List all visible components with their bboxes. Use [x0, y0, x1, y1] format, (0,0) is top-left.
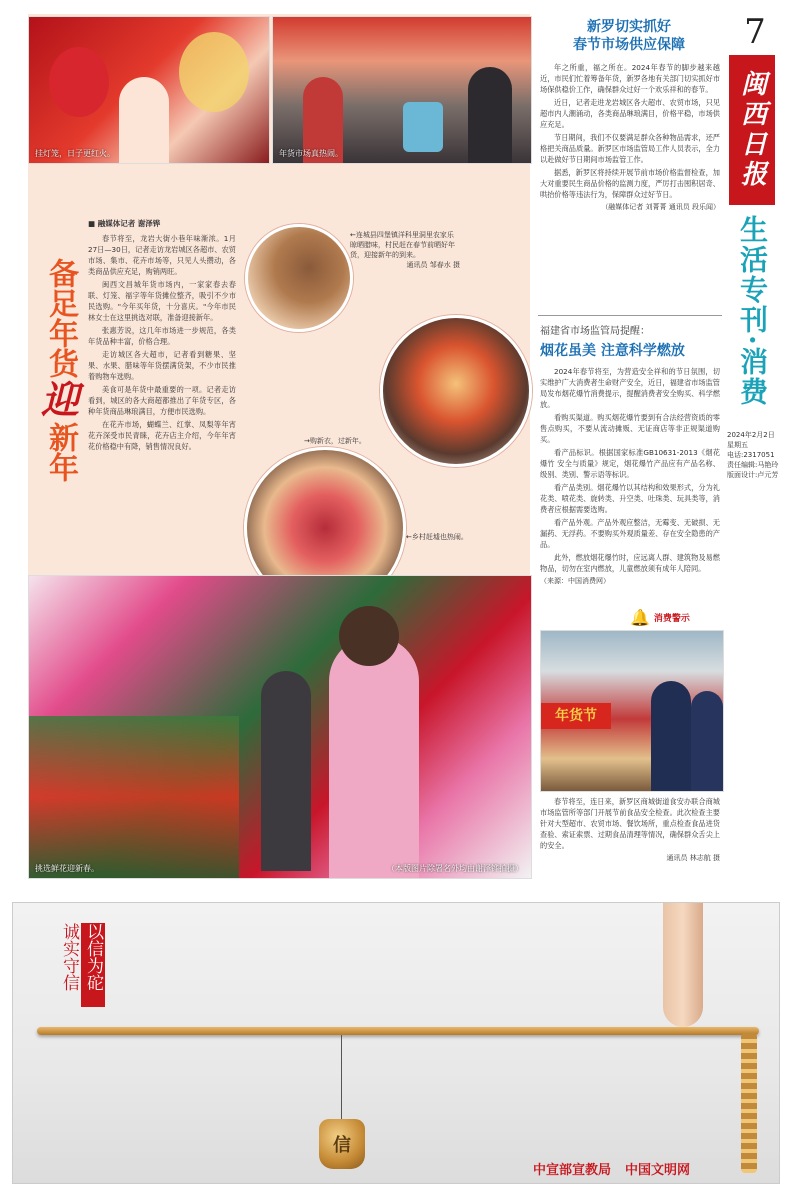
- article3-text: 春节将至，连日来，新罗区商城街道食安办联合商城市场监管所等部门开展节前食品安全检查。此次检查主要针对大型超市、农贸市场、餐饮场所，重点检查食品进货查验、索证索票、过期食品清理等情况，确保群众舌尖上的安全。: [540, 797, 720, 850]
- article2-source: （来源：中国消费网）: [540, 577, 610, 585]
- article2-paragraph: 2024年春节将至，为营造安全祥和的节日氛围，切实维护广大消费者生命财产安全，近日，福建省市场监管局发布烟花爆竹消费提示，提醒消费者安全购买、科学燃放。: [540, 367, 720, 409]
- feature-title: [38, 258, 82, 482]
- caption-cured-meat-text: ←连城县四堡镇洋科里洞里农家乐晾晒腊味，村民赶在春节前晒好年货，迎接新年的到来。: [350, 231, 455, 259]
- feature-paragraph: 张惠芳说，这几年市场进一步规范，各类年货品种丰富，价格合理。: [88, 326, 236, 346]
- bell-icon: 🔔: [630, 608, 650, 627]
- article1-title-line2: 春节市场供应保障: [573, 37, 685, 53]
- ad-footer: [533, 1159, 690, 1178]
- hook-chain: [741, 1033, 757, 1173]
- weight-string: [341, 1035, 342, 1121]
- article1-title-line1: 新罗切实抓好: [587, 19, 671, 35]
- public-service-ad: [12, 902, 780, 1184]
- issue-weekday: 星期五: [727, 441, 748, 449]
- article1-title: [538, 18, 720, 54]
- article2-paragraph: 看产品类别。烟花爆竹以其结构和效果形式，分为礼花类、喷花类、旋转类、升空类、吐珠类、玩具类等，消费者应根据需要选购。: [540, 483, 720, 514]
- consumer-alert-badge: [630, 608, 690, 627]
- feature-paragraph: 在花卉市场，蝴蝶兰、红掌、凤梨等年宵花卉深受市民青睐，花卉店主介绍，今年年宵花价格稳中有降，销售情况良好。: [88, 420, 236, 451]
- article1-body: [540, 62, 720, 212]
- footer-org-civilization: 中国文明网: [625, 1163, 691, 1178]
- feature-paragraph: 闽西文昌城年货市场内，一家家春去春联、灯笼、福字等年货摊位整齐，吸引不少市民选购。"今年买年货，十分喜庆。"今年市民林女士在这里挑选对联，准备迎接新年。: [88, 280, 236, 322]
- caption-market-crowd: 年货市场真热闹。: [279, 149, 343, 158]
- article2-paragraph: 看购买渠道。购买烟花爆竹要到有合法经营资质的零售点购买，不要从流动摊贩、无证商店等非正规渠道购买。: [540, 413, 720, 444]
- photo-flower-market: [28, 575, 532, 879]
- newspaper-name: 闽西日报: [736, 70, 767, 190]
- article1-paragraph: 年之所重，福之所在。2024年春节的脚步越来越近，市民们忙着筹备年货，新罗各地有关部门切实抓好市场保供稳价工作，确保群众过好一个欢乐祥和的春节。: [540, 63, 720, 94]
- article2-kicker: 福建省市场监管局提醒：: [540, 326, 650, 337]
- contact-phone: 电话:2317051: [727, 451, 775, 459]
- photo-new-clothes: [380, 315, 532, 467]
- caption-flower-right: （本版图片除署名外均由谢泽铧拍摄）: [387, 864, 523, 873]
- photo-cured-meat: [245, 224, 353, 332]
- feature-paragraph: 春节将至，龙岩大街小巷年味渐浓。1月27日—30日，记者走访龙岩城区各超市、农贸市场、集市、花卉市场等，只见人头攒动，各类商品供应充足，购销两旺。: [88, 234, 236, 276]
- article3-credit: 通讯员 林志航 摄: [666, 854, 720, 862]
- feature-title-highlight: 迎: [40, 377, 79, 422]
- steelyard-weight: [319, 1119, 365, 1169]
- article1-paragraph: 据悉，新罗区将持续开展节前市场价格监督检查，加大对重要民生商品价格的监测力度，严厉打击囤积居奇、哄抬价格等违法行为，保障群众过好节日。: [540, 168, 720, 199]
- slogan-block: [59, 923, 105, 1007]
- caption-flower-left: 挑选鲜花迎新春。: [35, 864, 99, 873]
- article1-byline: （融媒体记者 刘菁菁 通讯员 段乐闻）: [601, 203, 720, 211]
- caption-new-clothes: →购新衣，过新年。: [304, 437, 366, 445]
- footer-org-propaganda: 中宣部宣教局: [533, 1163, 612, 1178]
- feature-body: [88, 218, 236, 454]
- feature-paragraph: 美食可是年货中最重要的一项。记者走访看到，城区的各大商超都推出了年货专区，各种年货商品琳琅满目，方便市民选购。: [88, 385, 236, 416]
- feature-title-part1: 备足年货: [43, 258, 78, 378]
- masthead-meta: [727, 430, 789, 480]
- feature-title-part2: 新年: [43, 422, 78, 482]
- masthead-logo: [729, 55, 775, 205]
- designer-credit: 版面设计:卢元芳: [727, 471, 779, 479]
- article2-paragraph: 此外，燃放烟花爆竹时，应远离人群、建筑物及易燃物品，切勿在室内燃放，儿童燃放须有成年人陪同。: [540, 553, 720, 573]
- article2-paragraph: 看产品标识。根据国家标准GB10631-2013《烟花爆竹 安全与质量》规定，烟花爆竹产品应有产品名称、级别、类别、警示语等标识。: [540, 448, 720, 479]
- hand-illustration: [663, 903, 703, 1027]
- feature-byline: ■ 融媒体记者 谢泽铧: [88, 219, 161, 228]
- divider-line: [538, 315, 722, 316]
- weight-character: 信: [333, 1135, 351, 1156]
- article2-title: 烟花虽美 注意科学燃放: [540, 343, 685, 359]
- article2-paragraph: 看产品外观。产品外观应整洁，无霉变、无破损、无漏药、无浮药。不要购买外观质量差、存在安全隐患的产品。: [540, 518, 720, 549]
- section-title: [730, 215, 774, 420]
- slogan-left: 诚实守信: [59, 923, 79, 991]
- article1-paragraph: 近日，记者走进龙岩城区各大超市、农贸市场，只见超市内人潮涌动，各类商品琳琅满目，价格平稳，市场供应充足。: [540, 98, 720, 129]
- photo-food-inspection: [540, 630, 724, 792]
- page-number: 7: [744, 12, 766, 52]
- article3-body: [540, 796, 720, 863]
- article2-body: [540, 366, 720, 586]
- feature-paragraph: 走访城区各大超市，记者看到糖果、坚果、水果、腊味等年货摆满货架，不少市民推着购物车选购。: [88, 350, 236, 381]
- caption-cured-meat-credit: 通讯员 邹春水 摄: [406, 261, 460, 269]
- caption-lantern-shop: 挂灯笼，日子更红火。: [35, 149, 115, 158]
- photo-lantern-shop: [28, 16, 270, 164]
- new-year-goods-banner: 年货节: [541, 703, 611, 729]
- consumer-alert-label: 消费警示: [653, 614, 690, 624]
- steelyard-beam: [37, 1027, 759, 1035]
- caption-country-fair: ←乡村赶墟也热闹。: [406, 533, 468, 541]
- caption-cured-meat: [350, 230, 460, 270]
- editor-credit: 责任编辑:马艳玲: [727, 461, 779, 469]
- section-title-text: 生活专刊·消费: [736, 215, 769, 407]
- slogan-right: 以信为砣: [81, 923, 105, 1007]
- issue-date: 2024年2月2日: [727, 431, 775, 439]
- article1-paragraph: 节日期间，我们不仅要满足群众各种物品需求，还严格把关商品质量。新罗区市场监管局工作人员表示，全力以赴做好节日期间市场监管工作。: [540, 133, 720, 164]
- photo-market-crowd: [272, 16, 532, 164]
